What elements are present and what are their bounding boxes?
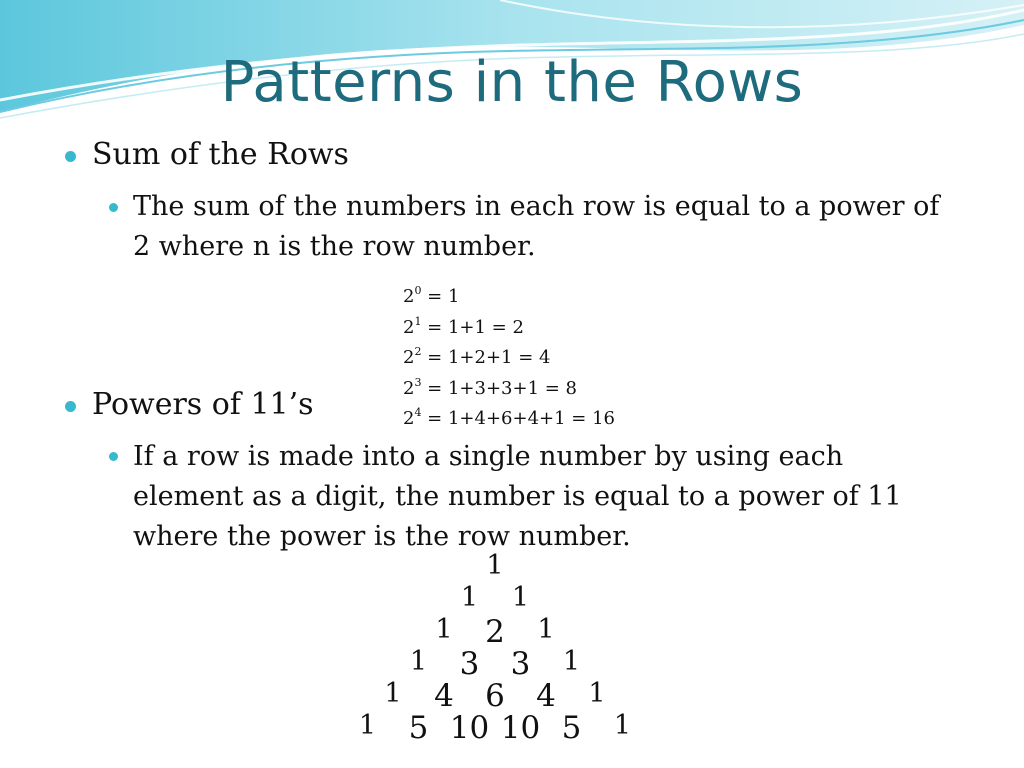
sub-bullet-icon: [109, 203, 118, 212]
slide-title: Patterns in the Rows: [220, 50, 804, 115]
triangle-number: 1: [537, 614, 555, 645]
equation-row: $2^2 = 1+2+1 = 4$: [403, 345, 551, 368]
triangle-row: [340, 582, 650, 612]
triangle-number: 5: [561, 710, 582, 746]
triangle-number: 1: [588, 678, 606, 709]
triangle-number: 1: [613, 710, 632, 741]
triangle-number: 5: [408, 710, 429, 746]
triangle-number: 6: [485, 678, 505, 714]
equation-row: $2^3 = 1+3+3+1 = 8$: [403, 375, 578, 399]
triangle-number: 4: [434, 678, 454, 714]
bullet-icon: [65, 401, 76, 412]
triangle-number: 1: [460, 582, 479, 613]
triangle-number: 2: [485, 614, 505, 650]
triangle-number: 1: [358, 710, 377, 741]
triangle-row: [340, 710, 650, 746]
triangle-number: 1: [511, 582, 530, 613]
triangle-number: 1: [384, 678, 402, 709]
triangle-row: [340, 646, 650, 682]
triangle-number: 1: [409, 646, 428, 677]
triangle-number: 1: [486, 550, 504, 581]
section-heading-powers: Powers of 11’s: [92, 387, 314, 422]
triangle-number: 10: [500, 710, 541, 746]
triangle-number: 1: [435, 614, 453, 645]
triangle-number: 3: [459, 646, 480, 682]
power-of-two-equations: [403, 282, 615, 435]
section-detail-powers: If a row is made into a single number by using each element as a digit, the number is equal to a power of 11 where the power is the row number.: [133, 441, 902, 552]
equation-row: $2^0 = 1$: [403, 284, 460, 307]
section-detail-sum: The sum of the numbers in each row is equal to a power of 2 where n is the row number.: [133, 191, 940, 262]
equation-row: $2^1 = 1+1 = 2$: [403, 314, 524, 338]
section-heading-sum: Sum of the Rows: [92, 137, 349, 172]
triangle-number: 4: [536, 678, 556, 714]
triangle-row: [340, 614, 650, 650]
sub-bullet-icon: [109, 452, 118, 461]
triangle-number: 1: [562, 646, 581, 677]
bullet-icon: [65, 151, 76, 162]
triangle-number: 3: [510, 646, 531, 682]
triangle-row: [340, 550, 650, 580]
equation-row: $2^4 = 1+4+6+4+1 = 16$: [403, 406, 615, 429]
pascals-triangle: [340, 550, 650, 750]
triangle-number: 10: [449, 710, 490, 746]
triangle-row: [340, 678, 650, 714]
